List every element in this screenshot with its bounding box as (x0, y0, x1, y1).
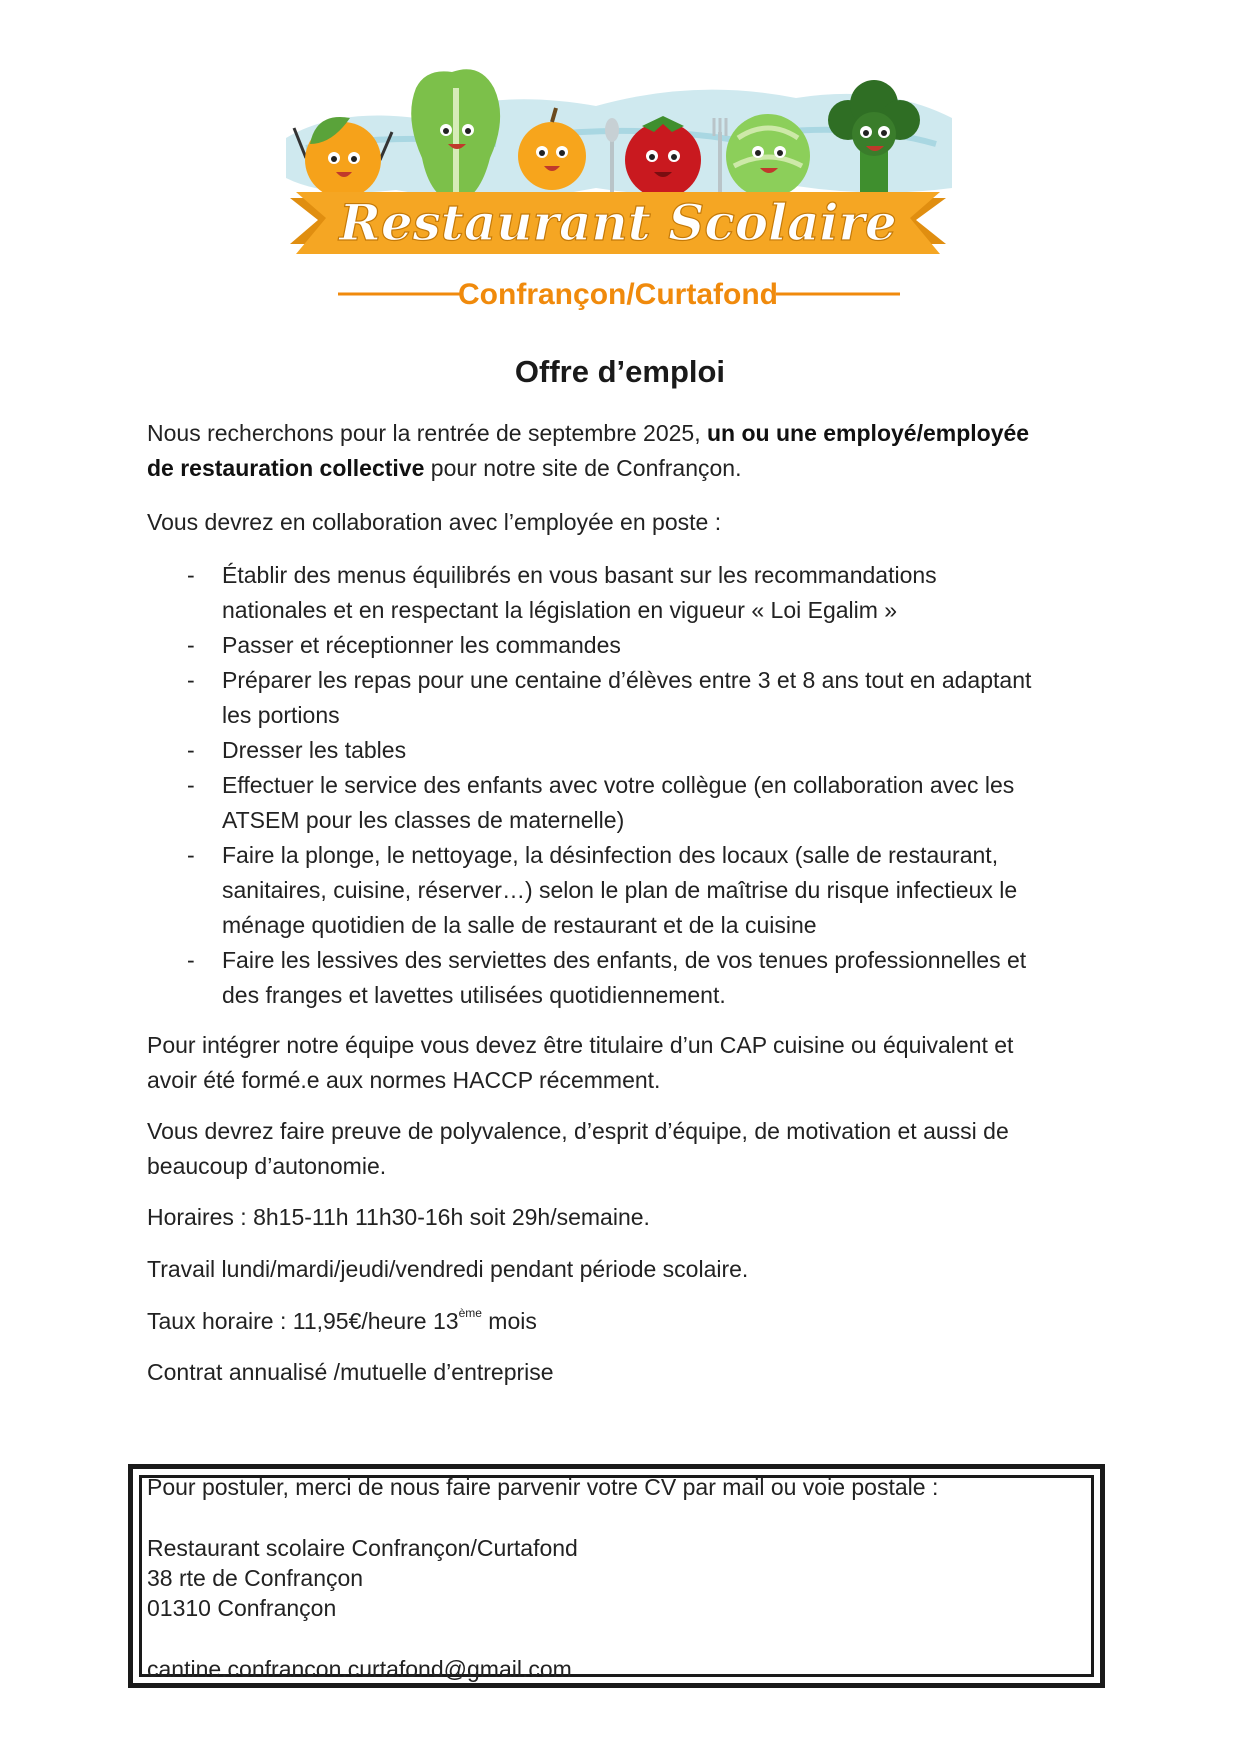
qualities-paragraph (147, 1114, 1087, 1184)
task-line: Préparer les repas pour une centaine d’élèves entre 3 et 8 ans tout en adaptant (222, 667, 1032, 693)
apply-name: Restaurant scolaire Confrançon/Curtafond (147, 1535, 578, 1561)
offer-title: Offre d’emploi (514, 354, 726, 389)
restaurant-logo (276, 48, 960, 318)
task-item (147, 558, 1087, 628)
list-dash: - (187, 632, 195, 658)
logo-artwork (276, 48, 960, 318)
task-item (147, 943, 1087, 1013)
hourly-rate-text (147, 1304, 1087, 1339)
list-dash: - (187, 842, 195, 868)
qualities-line: Vous devrez faire preuve de polyvalence, d’esprit d’équipe, de motivation et aussi de (147, 1118, 1009, 1144)
list-dash: - (187, 667, 195, 693)
task-list (147, 558, 1087, 1013)
task-line: sanitaires, cuisine, réserver…) selon le plan de maîtrise du risque infectieux le (222, 877, 1018, 903)
hours-text: Horaires : 8h15-11h 11h30-16h soit 29h/semaine. (147, 1204, 650, 1230)
intro-lead: Nous recherchons pour la rentrée de septembre 2025, (147, 420, 707, 446)
collaboration-text: Vous devrez en collaboration avec l’employée en poste : (147, 509, 722, 535)
requirements-paragraph (147, 1028, 1087, 1098)
list-dash: - (187, 772, 195, 798)
qualities-line: beaucoup d’autonomie. (147, 1153, 387, 1179)
contract-text: Contrat annualisé /mutuelle d’entreprise (147, 1359, 554, 1385)
rate-superscript: ème (458, 1306, 482, 1320)
task-item (147, 663, 1087, 733)
task-item (147, 768, 1087, 838)
task-line: Faire la plonge, le nettoyage, la désinfection des locaux (salle de restaurant, (222, 842, 999, 868)
task-line: ATSEM pour les classes de maternelle) (222, 807, 625, 833)
intro-tail: pour notre site de Confrançon. (424, 455, 742, 481)
intro-bold-position: un ou une employé/employée (707, 420, 1030, 446)
task-item (147, 733, 1087, 768)
workdays-text: Travail lundi/mardi/jeudi/vendredi pendant période scolaire. (147, 1256, 749, 1282)
rate-tail: mois (481, 1308, 537, 1334)
list-dash: - (187, 947, 195, 973)
apply-street: 38 rte de Confrançon (147, 1565, 364, 1591)
task-line: des franges et lavettes utilisées quotidiennement. (222, 982, 726, 1008)
requirements-line: avoir été formé.e aux normes HACCP récemment. (147, 1067, 661, 1093)
intro-bold-field: de restauration collective (147, 455, 425, 481)
task-line: les portions (222, 702, 340, 728)
list-dash: - (187, 562, 195, 588)
task-line: Dresser les tables (222, 737, 407, 763)
apply-intro: Pour postuler, merci de nous faire parvenir votre CV par mail ou voie postale : (147, 1474, 939, 1500)
intro-paragraph (147, 416, 1087, 486)
apply-email[interactable]: cantine.confrancon.curtafond@gmail.com (147, 1656, 572, 1682)
requirements-line: Pour intégrer notre équipe vous devez être titulaire d’un CAP cuisine ou équivalent et (147, 1032, 1014, 1058)
rate-main: Taux horaire : 11,95€/heure 13 (147, 1308, 459, 1334)
list-dash: - (187, 737, 195, 763)
task-item (147, 628, 1087, 663)
task-line: Établir des menus équilibrés en vous basant sur les recommandations (222, 562, 937, 588)
task-line: Effectuer le service des enfants avec votre collègue (en collaboration avec les (222, 772, 1015, 798)
logo-subtitle: Confrançon/Curtafond (458, 278, 778, 311)
logo-title: Restaurant Scolaire (339, 193, 897, 252)
task-line: Passer et réceptionner les commandes (222, 632, 621, 658)
task-line: ménage quotidien de la salle de restaurant et de la cuisine (222, 912, 817, 938)
task-line: Faire les lessives des serviettes des enfants, de vos tenues professionnelles et (222, 947, 1027, 973)
task-item (147, 838, 1087, 943)
apply-city: 01310 Confrançon (147, 1595, 337, 1621)
task-line: nationales et en respectant la législation en vigueur « Loi Egalim » (222, 597, 898, 623)
